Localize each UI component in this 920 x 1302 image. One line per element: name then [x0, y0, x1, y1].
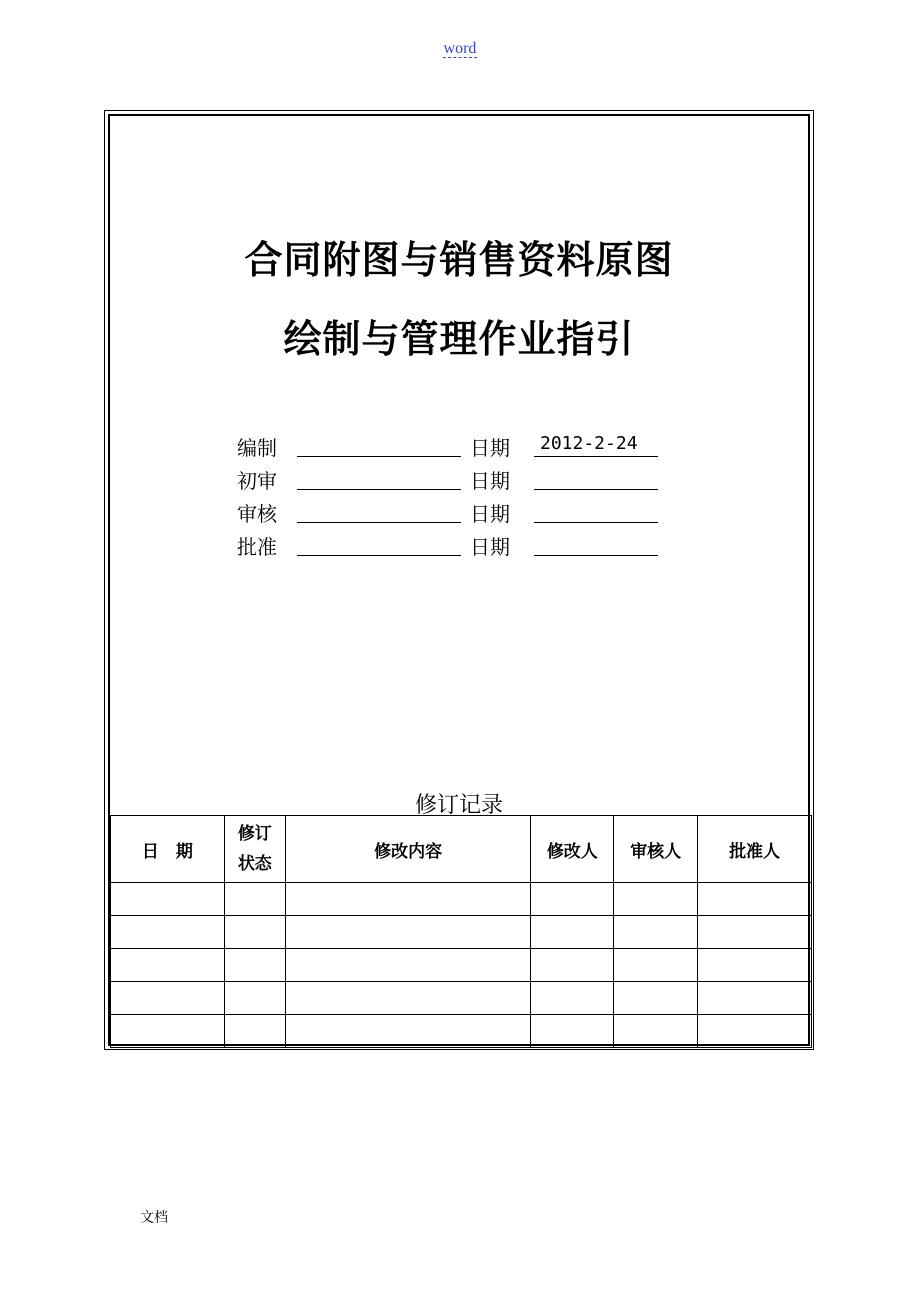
table-cell[interactable] [531, 883, 614, 916]
signature-line[interactable] [297, 555, 461, 556]
signoff-row-compile [237, 430, 677, 463]
table-cell[interactable] [285, 1015, 531, 1048]
signoff-row-approve [237, 529, 677, 562]
table-cell[interactable] [224, 883, 285, 916]
table-row [111, 883, 812, 916]
signoff-block [237, 430, 677, 562]
table-cell[interactable] [111, 883, 225, 916]
signoff-label: 批准 [237, 535, 277, 559]
date-line[interactable] [534, 456, 658, 457]
table-cell[interactable] [285, 949, 531, 982]
signoff-row-review [237, 496, 677, 529]
table-cell[interactable] [614, 883, 698, 916]
date-line[interactable] [534, 522, 658, 523]
signoff-label: 初审 [237, 469, 277, 493]
column-header-status: 修订 状态 [224, 816, 285, 883]
table-row [111, 982, 812, 1015]
date-line[interactable] [534, 489, 658, 490]
table-row [111, 916, 812, 949]
revision-table-header [111, 816, 812, 883]
table-cell[interactable] [698, 949, 812, 982]
signature-line[interactable] [297, 489, 461, 490]
table-row [111, 949, 812, 982]
table-cell[interactable] [111, 1015, 225, 1048]
table-cell[interactable] [111, 982, 225, 1015]
table-cell[interactable] [224, 1015, 285, 1048]
table-cell[interactable] [614, 1015, 698, 1048]
date-label: 日期 [470, 469, 510, 493]
signature-line[interactable] [297, 522, 461, 523]
footer-text: 文档 [140, 1210, 168, 1226]
table-cell[interactable] [285, 883, 531, 916]
table-cell[interactable] [531, 982, 614, 1015]
document-title-line1: 合同附图与销售资料原图 [244, 238, 674, 282]
table-cell[interactable] [698, 916, 812, 949]
table-cell[interactable] [224, 982, 285, 1015]
date-line[interactable] [534, 555, 658, 556]
table-cell[interactable] [285, 982, 531, 1015]
revision-record-title: 修订记录 [414, 793, 503, 818]
signoff-label: 审核 [237, 502, 277, 526]
table-cell[interactable] [531, 1015, 614, 1048]
table-row [111, 1015, 812, 1048]
cover-frame-inner [108, 114, 810, 1046]
column-header-date: 日 期 [111, 816, 225, 883]
table-cell[interactable] [224, 949, 285, 982]
table-cell[interactable] [531, 916, 614, 949]
table-cell[interactable] [531, 949, 614, 982]
column-header-reviewer: 审核人 [614, 816, 698, 883]
table-cell[interactable] [698, 1015, 812, 1048]
signoff-row-initial-review [237, 463, 677, 496]
cover-frame [104, 110, 814, 1050]
table-cell[interactable] [698, 883, 812, 916]
table-cell[interactable] [614, 982, 698, 1015]
header-link-text[interactable]: word [443, 40, 477, 57]
date-value: 2012-2-24 [540, 433, 638, 454]
date-label: 日期 [470, 535, 510, 559]
signature-line[interactable] [297, 456, 461, 457]
column-header-modifier: 修改人 [531, 816, 614, 883]
revision-table [110, 815, 812, 1048]
document-title-line2: 绘制与管理作业指引 [283, 317, 635, 361]
date-label: 日期 [470, 502, 510, 526]
table-cell[interactable] [111, 949, 225, 982]
column-header-content: 修改内容 [285, 816, 531, 883]
table-cell[interactable] [285, 916, 531, 949]
table-cell[interactable] [614, 916, 698, 949]
header-word-link[interactable] [0, 40, 920, 58]
table-cell[interactable] [614, 949, 698, 982]
table-cell[interactable] [698, 982, 812, 1015]
signoff-label: 编制 [237, 436, 277, 460]
date-label: 日期 [470, 436, 510, 460]
column-header-approver: 批准人 [698, 816, 812, 883]
table-cell[interactable] [224, 916, 285, 949]
table-cell[interactable] [111, 916, 225, 949]
